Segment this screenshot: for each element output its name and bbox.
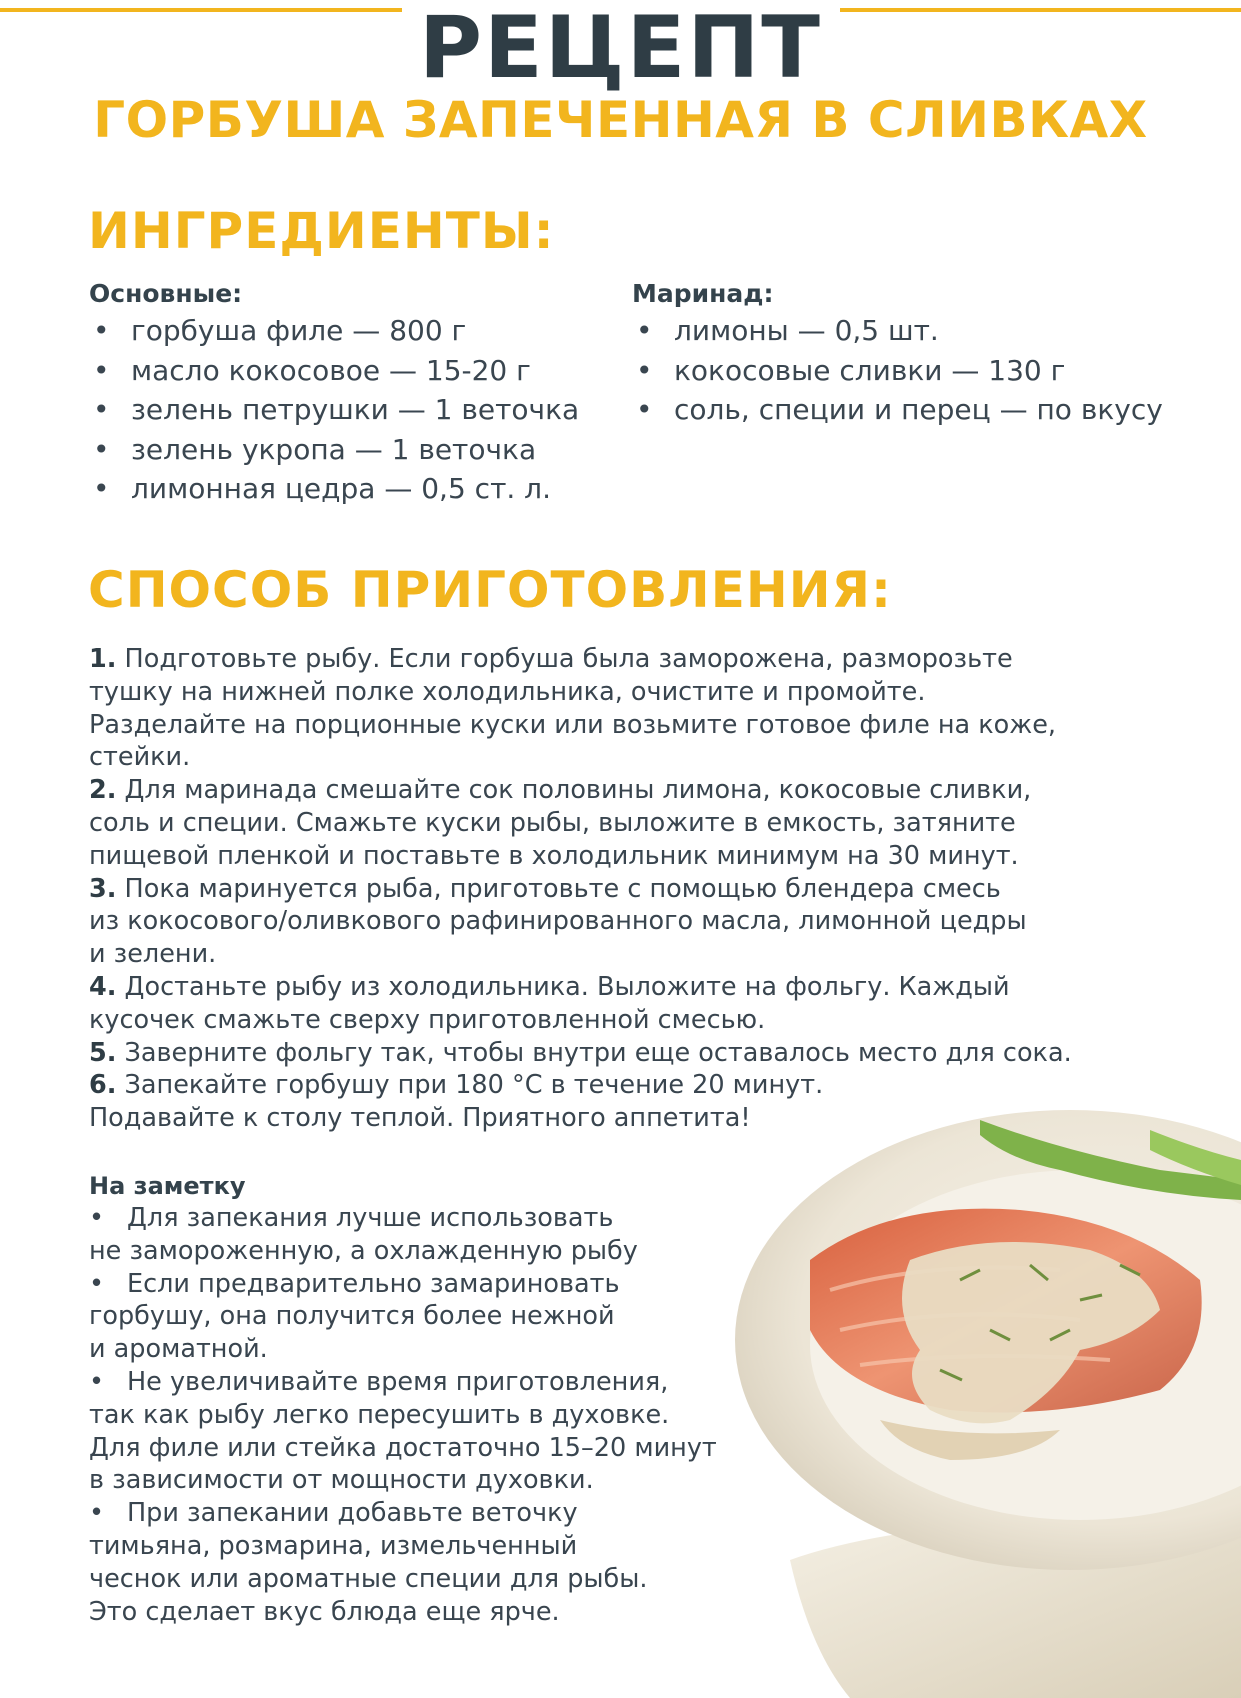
note-line — [89, 1497, 789, 1530]
note-title: На заметку — [89, 1172, 246, 1200]
note-line — [89, 1464, 789, 1497]
method-step-line — [89, 807, 1219, 840]
bullet-icon: • — [89, 1203, 105, 1233]
note-text: и ароматной. — [89, 1334, 268, 1365]
ingredient-item: • горбуша филе — 800 г — [89, 311, 579, 351]
method-heading: СПОСОБ ПРИГОТОВЛЕНИЯ: — [88, 561, 893, 619]
method-step-line — [89, 774, 1219, 807]
ingredient-item: • кокосовые сливки — 130 г — [632, 351, 1163, 391]
ingredient-item: • масло кокосовое — 15-20 г — [89, 351, 579, 391]
step-text: Запекайте горбушу при 180 °C в течение 20 минут. — [124, 1070, 824, 1101]
ingredient-item: • лимонная цедра — 0,5 ст. л. — [89, 469, 579, 509]
note-text: тимьяна, розмарина, измельченный — [89, 1530, 578, 1561]
note-text: Для запекания лучше использовать — [127, 1203, 614, 1233]
note-line — [89, 1530, 789, 1563]
method-step-line — [89, 643, 1219, 676]
marinade-ingredients — [632, 277, 1163, 430]
step-number: 1. — [89, 644, 117, 674]
note-line — [89, 1300, 789, 1333]
method-step-line — [89, 741, 1219, 774]
note-text: чеснок или ароматные специи для рыбы. — [89, 1563, 648, 1594]
note-text: так как рыбу легко пересушить в духовке. — [89, 1399, 670, 1430]
note-line — [89, 1366, 789, 1399]
step-text: Разделайте на порционные куски или возьмите готовое филе на коже, — [89, 709, 1057, 740]
method-step-line — [89, 1004, 1219, 1037]
note-text: Не увеличивайте время приготовления, — [127, 1366, 669, 1397]
marinade-title: Маринад: — [632, 279, 774, 308]
step-text: Для маринада смешайте сок половины лимона, кокосовые сливки, — [124, 775, 1032, 806]
note-text: Для филе или стейка достаточно 15–20 минут — [89, 1432, 717, 1463]
note-line — [89, 1202, 789, 1235]
note-line — [89, 1596, 789, 1629]
main-ingredients-list — [89, 311, 579, 509]
method-step-line — [89, 905, 1219, 938]
salmon-dish-photo — [730, 1090, 1241, 1698]
ingredients-heading: ИНГРЕДИЕНТЫ: — [88, 202, 555, 260]
step-text: стейки. — [89, 742, 191, 773]
note-line — [89, 1432, 789, 1465]
step-number: 6. — [89, 1070, 117, 1101]
note-line — [89, 1268, 789, 1301]
note-line — [89, 1333, 789, 1366]
note-text: Это сделает вкус блюда еще ярче. — [89, 1596, 560, 1627]
note-text: не замороженную, а охлажденную рыбу — [89, 1235, 638, 1266]
bullet-icon: • — [89, 1268, 105, 1299]
note-text: При запекании добавьте веточку — [127, 1498, 578, 1529]
main-ingredients-title: Основные: — [89, 279, 243, 308]
note-section — [89, 1170, 789, 1628]
step-number: 5. — [89, 1037, 117, 1068]
step-text: Заверните фольгу так, чтобы внутри еще оставалось место для сока. — [124, 1037, 1072, 1068]
method-step-line — [89, 1037, 1219, 1070]
step-text: тушку на нижней полке холодильника, очистите и промойте. — [89, 676, 926, 707]
note-items — [89, 1202, 789, 1628]
recipe-name: ГОРБУША ЗАПЕЧЕННАЯ В СЛИВКАХ — [93, 91, 1148, 149]
method-steps — [89, 643, 1219, 1135]
marinade-ingredients-list — [632, 311, 1163, 430]
ingredient-item: • соль, специи и перец — по вкусу — [632, 390, 1163, 430]
note-text: Если предварительно замариновать — [127, 1268, 620, 1299]
bullet-icon: • — [89, 1366, 105, 1397]
note-text: в зависимости от мощности духовки. — [89, 1465, 594, 1496]
step-text: кусочек смажьте сверху приготовленной смесью. — [89, 1004, 766, 1035]
note-line — [89, 1399, 789, 1432]
step-text: Подготовьте рыбу. Если горбуша была заморожена, разморозьте — [124, 644, 1013, 674]
step-number: 2. — [89, 775, 117, 806]
step-number: 4. — [89, 971, 117, 1002]
step-text: Достаньте рыбу из холодильника. Выложите на фольгу. Каждый — [124, 971, 1010, 1002]
ingredient-item: • зелень петрушки — 1 веточка — [89, 390, 579, 430]
page-title: РЕЦЕПТ — [419, 0, 822, 98]
step-text: Подавайте к столу теплой. Приятного аппетита! — [89, 1103, 751, 1134]
ingredient-item: • лимоны — 0,5 шт. — [632, 311, 1163, 351]
note-line — [89, 1563, 789, 1596]
step-text: Пока маринуется рыба, приготовьте с помощью блендера смесь — [124, 873, 1001, 904]
note-text: горбушу, она получится более нежной — [89, 1301, 615, 1332]
step-text: и зелени. — [89, 939, 217, 970]
bullet-icon: • — [89, 1498, 105, 1529]
method-step-line — [89, 873, 1219, 906]
method-step-line — [89, 938, 1219, 971]
step-text: из кокосового/оливкового рафинированного масла, лимонной цедры — [89, 906, 1027, 937]
note-line — [89, 1235, 789, 1268]
method-step-line — [89, 676, 1219, 709]
method-step-line — [89, 971, 1219, 1004]
method-step-line — [89, 840, 1219, 873]
step-text: пищевой пленкой и поставьте в холодильник минимум на 30 минут. — [89, 840, 1019, 871]
ingredient-item: • зелень укропа — 1 веточка — [89, 430, 579, 470]
step-number: 3. — [89, 873, 117, 904]
step-text: соль и специи. Смажьте куски рыбы, выложите в емкость, затяните — [89, 807, 1016, 838]
main-ingredients — [89, 277, 579, 509]
method-step-line — [89, 709, 1219, 742]
